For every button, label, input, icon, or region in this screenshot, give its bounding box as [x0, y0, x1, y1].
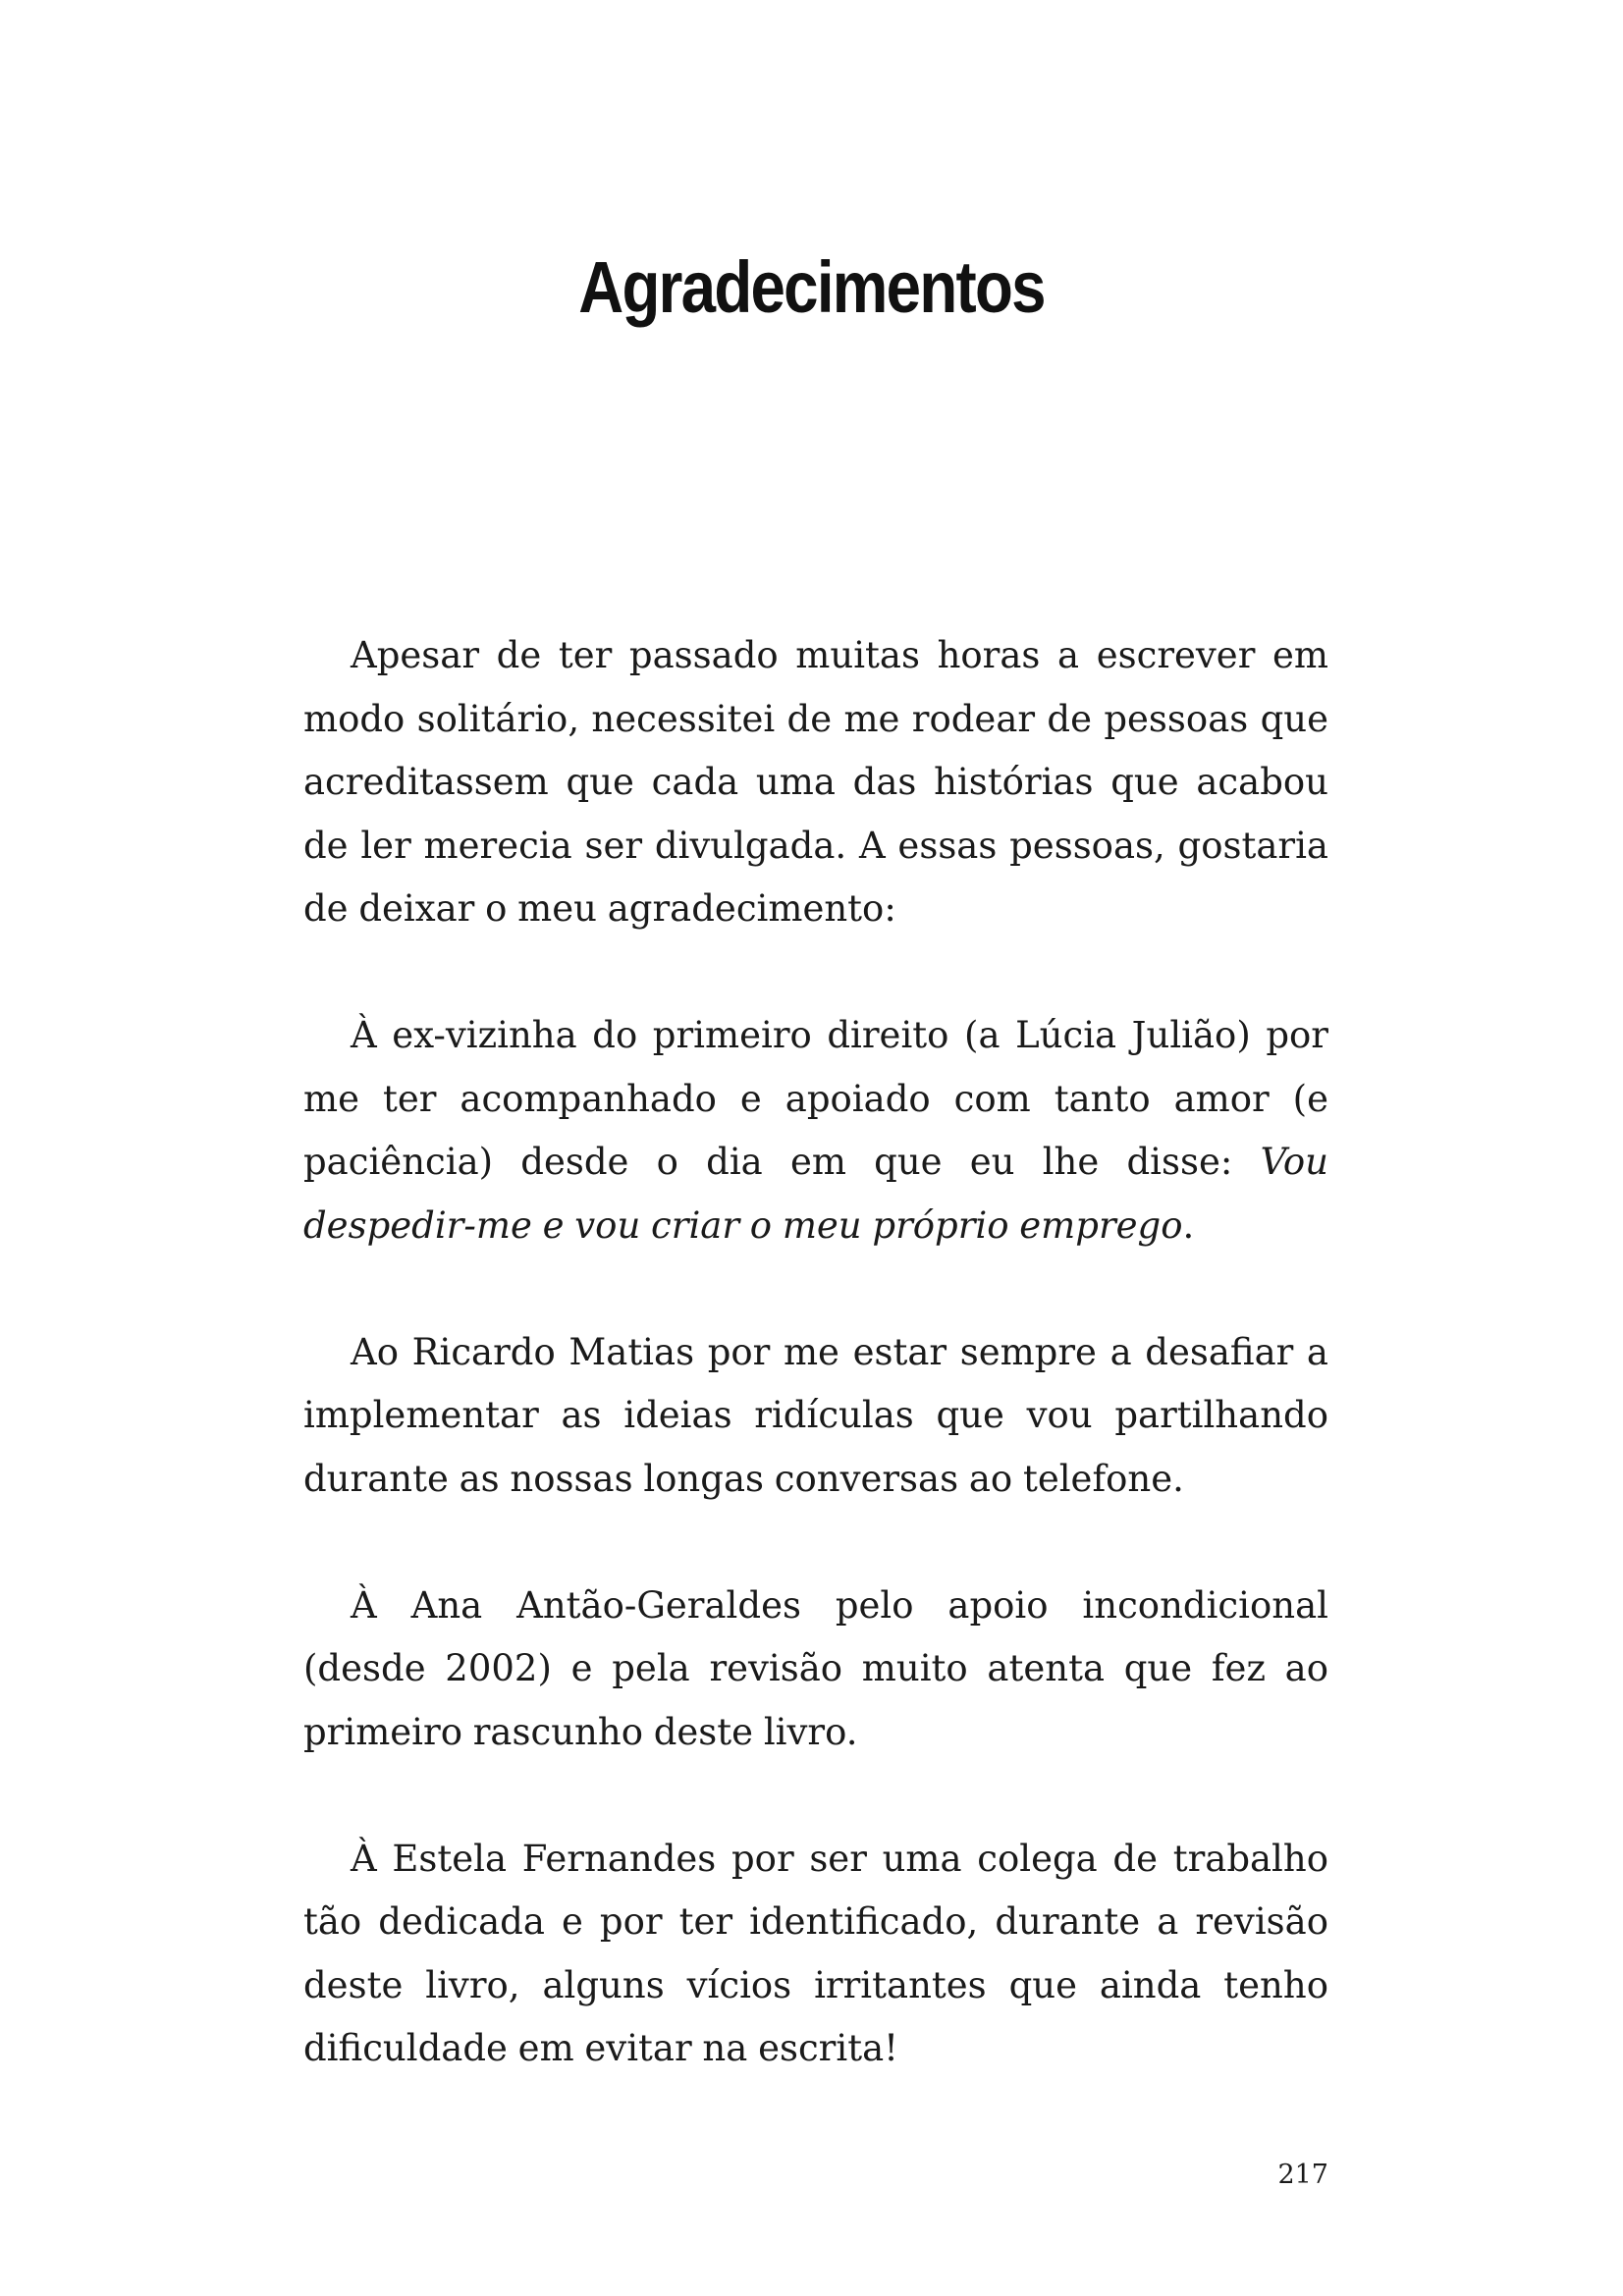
- paragraph-ricardo-matias: Ao Ricardo Matias por me estar sempre a desafiar a implementar as ideias ridículas que vou partilhando durante as nossas longas conversas ao telefone.: [303, 1330, 1328, 1500]
- paragraph-intro: Apesar de ter passado muitas horas a escrever em modo solitário, necessitei de me rodear de pessoas que acreditassem que cada uma das histórias que acabou de ler merecia ser divulgada. A essas pessoas, gostaria de deixar o meu agradecimento:: [303, 634, 1328, 930]
- paragraph-text-before: À ex-vizinha do primeiro direito (a Lúcia Julião) por me ter acompanhado e apoiado com tanto amor (e paciência) desde o dia em que eu lhe disse:: [303, 1014, 1328, 1183]
- page-number: 217: [1277, 2160, 1328, 2190]
- paragraph-text-after: .: [1182, 1203, 1195, 1247]
- quoted-phrase: Vou despedir-me e vou criar o meu próprio emprego: [303, 1141, 1328, 1247]
- paragraph-ana-antao-geraldes: À Ana Antão-Geraldes pelo apoio incondicional (desde 2002) e pela revisão muito atenta que fez ao primeiro rascunho deste livro.: [303, 1583, 1328, 1753]
- acknowledgements-body: [303, 624, 1328, 2081]
- paragraph-lucia-juliao: [303, 1004, 1328, 1257]
- paragraph-estela-fernandes: À Estela Fernandes por ser uma colega de trabalho tão dedicada e por ter identificado, durante a revisão deste livro, alguns vícios irritantes que ainda tenho dificuldade em evitar na escrita!: [303, 1837, 1328, 2069]
- page-title: Agradecimentos: [578, 246, 1045, 328]
